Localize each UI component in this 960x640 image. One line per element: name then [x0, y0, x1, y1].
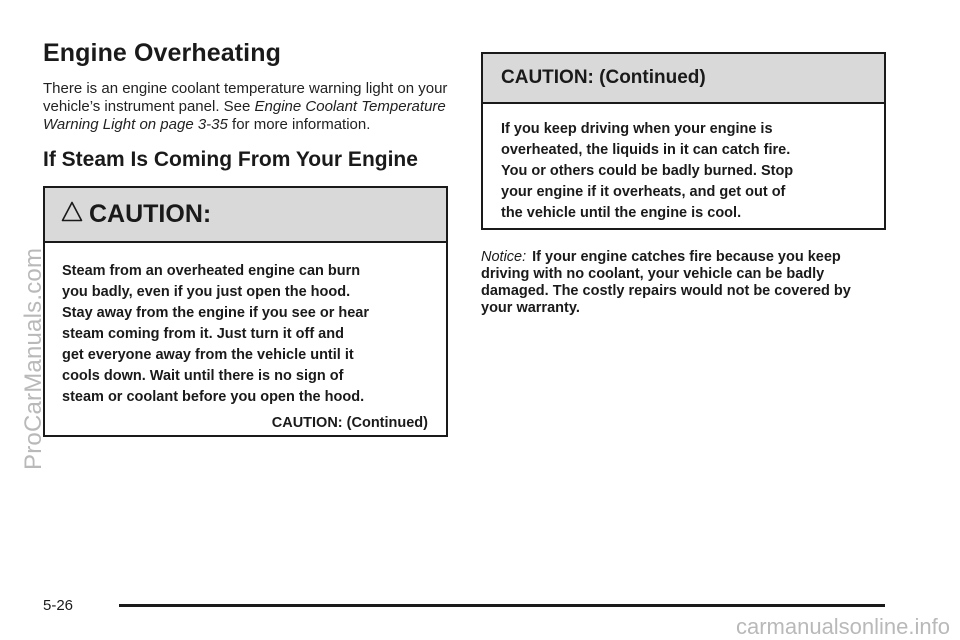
caution-line: You or others could be badly burned. Stop [501, 163, 794, 179]
caution-line: your engine if it overheats, and get out of [501, 184, 786, 200]
caution-line: you badly, even if you just open the hood. [62, 283, 351, 300]
footer-rule [119, 604, 885, 607]
caution-line: steam coming from it. Just turn it off and [62, 325, 344, 342]
caution-line: steam or coolant before you open the hood. [62, 388, 365, 405]
caution-body [45, 243, 446, 431]
caution-line: If you keep driving when your engine is [501, 121, 773, 137]
bottom-watermark: carmanualsonline.info [735, 614, 950, 639]
caution-continued-body [483, 104, 884, 224]
caution-header [45, 188, 446, 243]
intro-text-after: for more information. [227, 115, 371, 133]
caution-line: cools down. Wait until there is no sign of [62, 367, 344, 384]
caution-continued-label: CAUTION: (Continued) [271, 414, 428, 431]
caution-title: CAUTION: [89, 199, 212, 228]
notice-paragraph [481, 249, 886, 317]
caution-continued-title: CAUTION: (Continued) [501, 67, 706, 88]
caution-box [43, 186, 448, 437]
caution-continued-header [483, 54, 884, 104]
caution-continued-box [481, 52, 886, 230]
warning-triangle-icon [61, 201, 83, 227]
caution-line: overheated, the liquids in it can catch fire. [501, 142, 791, 158]
notice-label: Notice: [481, 249, 527, 265]
right-column [481, 52, 886, 317]
notice-text: If your engine catches fire because you keep driving with no coolant, your vehicle can be badly damaged. The costly repairs would not be covered by your warranty. [481, 249, 851, 316]
caution-line: the vehicle until the engine is cool. [501, 205, 742, 221]
page-number: 5-26 [43, 597, 74, 614]
section-heading: Engine Overheating [43, 39, 281, 67]
intro-text-before: There is an engine coolant temperature warning light on your vehicle’s instrument panel. See [43, 79, 448, 115]
caution-line: Stay away from the engine if you see or hear [62, 304, 370, 321]
left-column [43, 40, 448, 437]
caution-line: get everyone away from the vehicle until it [62, 346, 354, 363]
intro-paragraph [43, 80, 448, 134]
subsection-heading: If Steam Is Coming From Your Engine [43, 147, 418, 171]
caution-line: Steam from an overheated engine can burn [62, 262, 361, 279]
cross-reference-link[interactable]: Engine Coolant Temperature Warning Light on page 3-35 [43, 97, 446, 133]
side-watermark: ProCarManuals.com [20, 247, 47, 470]
